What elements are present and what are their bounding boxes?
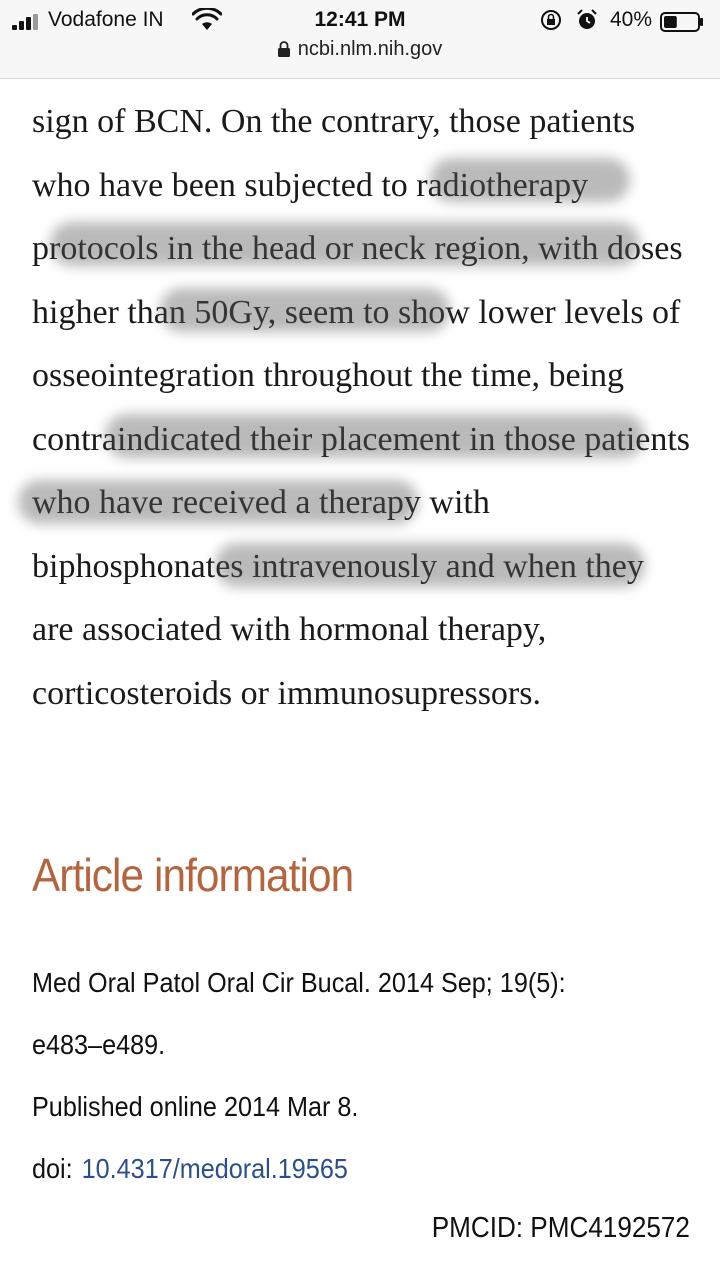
article-information-heading: Article information: [32, 849, 354, 901]
citation-block: [32, 952, 626, 1200]
status-bar: [0, 0, 720, 79]
rotation-lock-icon: [540, 9, 562, 31]
article-body: [32, 90, 692, 725]
battery-icon: [660, 12, 704, 32]
status-row: [0, 6, 720, 36]
journal-citation: Med Oral Patol Oral Cir Bucal. 2014 Sep; 19(5): e483–e489.: [32, 967, 566, 1060]
carrier-name: Vodafone IN: [48, 8, 164, 31]
url-text: ncbi.nlm.nih.gov: [297, 38, 443, 60]
doi-link[interactable]: 10.4317/medoral.19565: [81, 1153, 348, 1184]
alarm-icon: [576, 9, 598, 31]
status-time: 12:41 PM: [314, 8, 406, 31]
published-date: Published online 2014 Mar 8.: [32, 1091, 359, 1122]
doi-label: doi:: [32, 1153, 73, 1184]
padlock-icon: [278, 41, 290, 57]
article-paragraph: sign of BCN. On the contrary, those patients who have been subjected to radiotherapy protocols in the head or neck region, with doses higher than 50Gy, seem to show lower levels of osseointegration throughout the time, being contraindicated their placement in those patients who have received a therapy with biphosphonates intravenously and when they are associated with hormonal therapy, corticosteroids or immunosupressors.: [32, 103, 691, 712]
doi-row: [32, 1138, 626, 1200]
battery-percent: 40%: [610, 8, 653, 31]
pmcid: PMCID: PMC4192572: [431, 1212, 690, 1244]
address-bar[interactable]: [0, 38, 720, 68]
